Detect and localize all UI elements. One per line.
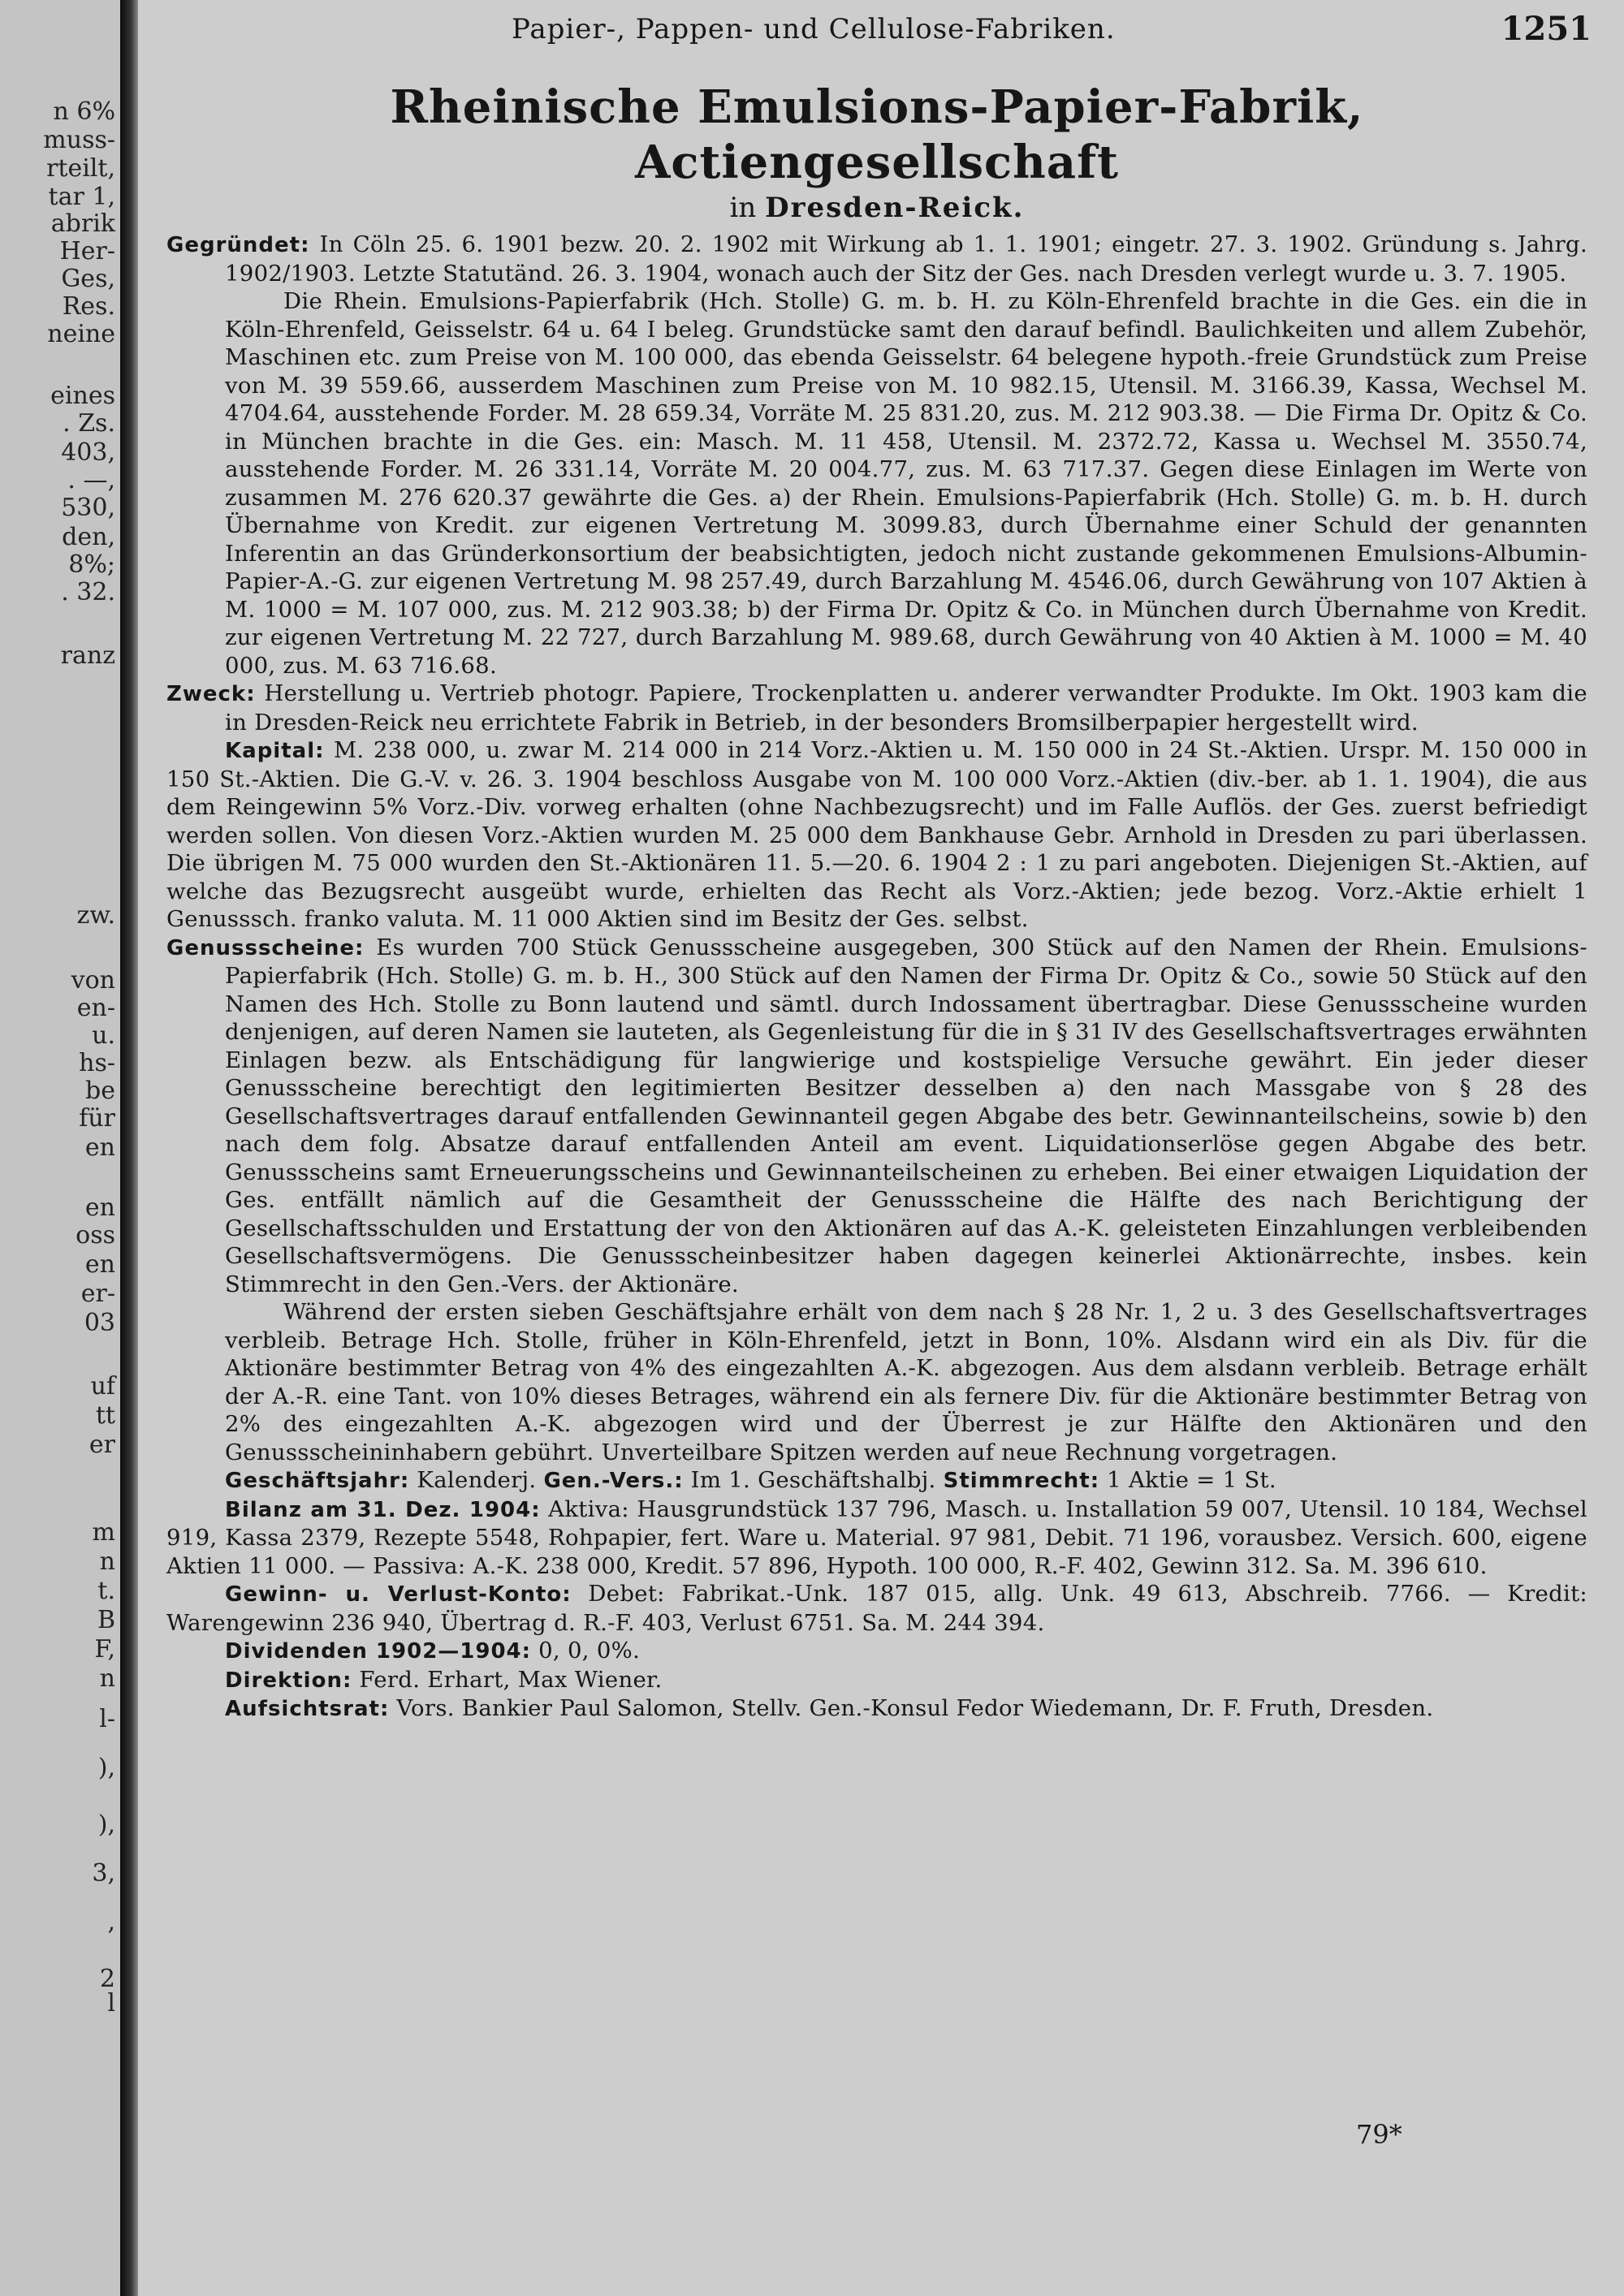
margin-fragment: en-	[76, 994, 115, 1022]
section-text: 0, 0, 0%.	[538, 1638, 641, 1664]
margin-fragment: . 32.	[61, 578, 115, 606]
margin-fragment: en	[84, 1193, 115, 1222]
margin-fragment: für	[79, 1104, 115, 1133]
margin-fragment: u.	[92, 1021, 115, 1050]
section-bilanz	[166, 1495, 1587, 1581]
section-text: Aktiva: Hausgrundstück 137 796, Masch. u. Installation 59 007, Utensil. 10 184, Wechsel 919, Kassa 2379, Rezepte 5548, Rohpapier, fert. Ware u. Material. 97 981, Debit. 71 196, vorausbez. Versich. 600, eigene Aktien 11 000. — Passiva: A.-K. 238 000, Kredit. 57 896, Hypoth. 100 000, R.-F. 402, Gewinn 312. Sa. M. 396 610.	[166, 1495, 1588, 1579]
margin-fragment: Her-	[59, 237, 115, 265]
section-text: M. 238 000, u. zwar M. 214 000 in 214 Vorz.-Aktien u. M. 150 000 in 24 St.-Aktien. Urspr. M. 150 000 in 150 St.-Aktien. Die G.-V. v. 26. 3. 1904 beschloss Ausgabe von M. 100 000 Vorz.-Aktien (div.-ber. ab 1. 1. 1904), die aus dem Reingewinn 5% Vorz.-Div. vorweg erhalten (ohne Nachbezugsrecht) und im Falle Auflös. der Ges. zuerst befriedigt werden sollen. Von diesen Vorz.-Aktien wurden M. 25 000 dem Bankhause Gebr. Arnhold in Dresden zu pari überlassen. Die übrigen M. 75 000 wurden den St.-Aktionären 11. 5.—20. 6. 1904 2 : 1 zu pari angeboten. Diejenigen St.-Aktien, auf welche das Bezugsrecht ausgeübt wurde, erhielten das Recht als Vorz.-Aktien; jede bezog. Vorz.-Aktie erhielt 1 Genusssch. franko valuta. M. 11 000 Aktien sind im Besitz der Ges. selbst.	[166, 737, 1587, 932]
section-gegruendet	[166, 231, 1587, 287]
margin-fragment: rteilt,	[46, 154, 115, 183]
section-label: Gegründet:	[166, 233, 310, 257]
section-text: Vors. Bankier Paul Salomon, Stellv. Gen.-Konsul Fedor Wiedemann, Dr. F. Fruth, Dresden.	[396, 1695, 1434, 1721]
margin-fragment: Res.	[62, 292, 115, 321]
section-label: Kapital:	[225, 739, 325, 763]
section-text: Es wurden 700 Stück Genussscheine ausgegeben, 300 Stück auf den Namen der Rhein. Emulsions-Papierfabrik (Hch. Stolle) G. m. b. H., 300 Stück auf den Namen der Firma Dr. Opitz & Co., sowie 50 Stück auf den Namen des Hch. Stolle zu Bonn lautend und sämtl. durch Indossament übertragbar. Diese Genussscheine wurden denjenigen, auf deren Namen sie lauteten, als Gegenleistung für die in § 31 IV des Gesellschaftsvertrages erwähnten Einlagen bezw. als Entschädigung für langwierige und kostspielige Versuche gewährt. Ein jeder dieser Genussscheine berechtigt den legitimierten Besitzer desselben a) den nach Massgabe von § 28 des Gesellschaftsvertrages darauf entfallenden Gewinnanteil gegen Abgabe des betr. Gewinnanteilscheins, sowie b) den nach dem folg. Absatze darauf entfallenden Anteil am event. Liquidationserlöse gegen Abgabe des betr. Genussscheins samt Erneuerungsscheins und Gewinnanteilscheinen zu erheben. Bei einer etwaigen Liquidation der Ges. entfällt nämlich auf die Gesamtheit der Genussscheine die Hälfte des nach Berichtigung der Gesellschaftsschulden und Erstattung der von den Aktionären auf das A.-K. geleisteten Einzahlungen verbleibenden Gesellschaftsvermögens. Die Genussscheinbesitzer haben dagegen keinerlei Aktionärrechte, insbes. kein Stimmrecht in den Gen.-Vers. der Aktionäre.	[225, 934, 1588, 1297]
section-text: 1 Aktie = 1 St.	[1107, 1467, 1276, 1493]
document-page	[138, 0, 1624, 2296]
margin-fragment: den,	[62, 523, 115, 551]
margin-fragment: 8%;	[68, 550, 115, 579]
margin-fragment: von	[71, 966, 115, 995]
margin-fragment: muss-	[43, 126, 115, 154]
adjacent-page-strip	[0, 0, 120, 2296]
running-title: Papier-, Pappen- und Cellulose-Fabriken.	[512, 13, 1116, 45]
margin-fragment: eines	[50, 382, 115, 410]
section-text: Kalenderj.	[417, 1467, 537, 1493]
margin-fragment: . —,	[67, 466, 115, 494]
section-text: Ferd. Erhart, Max Wiener.	[359, 1666, 663, 1693]
section-label: Bilanz am 31. Dez. 1904:	[225, 1497, 541, 1522]
section-dividenden	[166, 1637, 1587, 1666]
margin-fragment: B	[97, 1606, 115, 1634]
section-text: Debet: Fabrikat.-Unk. 187 015, allg. Unk. 49 613, Abschreib. 7766. — Kredit: Warengewinn 236 940, Übertrag d. R.-F. 403, Verlust 6751. Sa. M. 244 394.	[166, 1581, 1588, 1636]
margin-fragment: 03	[84, 1309, 115, 1337]
section-direktion	[166, 1666, 1587, 1695]
margin-fragment: en	[84, 1133, 115, 1162]
signature-mark: 79*	[1356, 2119, 1402, 2150]
margin-fragment: F,	[94, 1635, 115, 1664]
section-label: Stimmrecht:	[943, 1469, 1100, 1493]
page-binding	[120, 0, 138, 2296]
margin-fragment: Ges,	[61, 265, 115, 293]
section-label: Genussscheine:	[166, 935, 365, 960]
margin-fragment: l	[107, 1989, 115, 2018]
margin-fragment: n 6%	[53, 97, 115, 126]
company-title: Rheinische Emulsions-Papier-Fabrik, Actiengesellschaft	[390, 80, 1364, 189]
margin-fragment: en	[84, 1250, 115, 1279]
section-label: Geschäftsjahr:	[225, 1469, 410, 1493]
margin-fragment: uf	[90, 1372, 115, 1400]
section-geschaeftsjahr	[166, 1466, 1587, 1495]
section-label: Zweck:	[166, 682, 256, 706]
margin-fragment: 3,	[92, 1859, 115, 1888]
gegruendet-paragraph: Die Rhein. Emulsions-Papierfabrik (Hch. Stolle) G. m. b. H. zu Köln-Ehrenfeld brachte in die Ges. ein die in Köln-Ehrenfeld, Geisselstr. 64 u. 64 I beleg. Grundstücke samt den darauf befindl. Baulichkeiten und allem Zubehör, Maschinen etc. zum Preise von M. 100 000, das ebenda Geisselstr. 64 belegene hypoth.-freie Grundstück zum Preise von M. 39 559.66, ausserdem Maschinen zum Preise von M. 10 982.15, Utensil. M. 3166.39, Kassa, Wechsel M. 4704.64, ausstehende Forder. M. 28 659.34, Vorräte M. 25 831.20, zus. M. 212 903.38. — Die Firma Dr. Opitz & Co. in München brachte in die Ges. ein: Masch. M. 11 458, Utensil. M. 2372.72, Kassa u. Wechsel M. 3550.74, ausstehende Forder. M. 26 331.14, Vorräte M. 20 004.77, zus. M. 63 717.37. Gegen diese Einlagen im Werte von zusammen M. 276 620.37 gewährte die Ges. a) der Rhein. Emulsions-Papierfabrik (Hch. Stolle) G. m. b. H. durch Übernahme von Kredit. zur eigenen Vertretung M. 3099.83, durch Übernahme einer Schuld der genannten Inferentin an das Gründerkonsortium der beabsichtigten, jedoch nicht zustande gekommenen Emulsions-Albumin-Papier-A.-G. zur eigenen Vertretung M. 98 257.49, durch Barzahlung M. 4546.06, durch Gewährung von 107 Aktien à M. 1000 = M. 107 000, zus. M. 212 903.38; b) der Firma Dr. Opitz & Co. in München durch Übernahme von Kredit. zur eigenen Vertretung M. 22 727, durch Barzahlung M. 989.68, durch Gewährung von 40 Aktien à M. 1000 = M. 40 000, zus. M. 63 716.68.	[225, 288, 1587, 679]
section-label: Dividenden 1902—1904:	[225, 1639, 532, 1664]
section-label: Aufsichtsrat:	[225, 1697, 390, 1721]
margin-fragment: m	[92, 1518, 115, 1547]
section-zweck	[166, 680, 1587, 736]
section-label: Direktion:	[225, 1668, 352, 1693]
section-text: In Cöln 25. 6. 1901 bezw. 20. 2. 1902 mit Wirkung ab 1. 1. 1901; eingetr. 27. 3. 1902. Gründung s. Jahrg. 1902/1903. Letzte Statutänd. 26. 3. 1904, wonach auch der Sitz der Ges. nach Dresden verlegt wurde u. 3. 7. 1905.	[225, 231, 1588, 287]
margin-fragment: 2	[99, 1965, 115, 1993]
margin-fragment: neine	[47, 320, 115, 348]
section-label: Gewinn- u. Verlust-Konto:	[225, 1582, 572, 1607]
section-text: Im 1. Geschäftshalbj.	[690, 1467, 936, 1493]
margin-fragment: zw.	[76, 901, 115, 930]
section-genussscheine	[166, 934, 1587, 1299]
genussscheine-paragraph: Während der ersten sieben Geschäftsjahre erhält von dem nach § 28 Nr. 1, 2 u. 3 des Gesellschaftsvertrages verbleib. Betrage Hch. Stolle, früher in Köln-Ehrenfeld, jetzt in Bonn, 10%. Alsdann wird ein als Div. für die Aktionäre bestimmter Betrag von 4% des eingezahlten A.-K. abgezogen. Aus dem alsdann verbleib. Betrage erhält der A.-R. eine Tant. von 10% dieses Betrages, während ein als fernere Div. für die Aktionäre bestimmter Betrag von 2% des eingezahlten A.-K. abgezogen wird und der Überrest je zur Hälfte den Aktionären und den Genussscheininhabern gebührt. Unverteilbare Spitzen werden auf neue Rechnung vorgetragen.	[225, 1299, 1587, 1465]
page-number: 1251	[1501, 10, 1592, 48]
margin-fragment: ,	[107, 1908, 115, 1936]
section-label: Gen.-Vers.:	[543, 1469, 684, 1493]
margin-fragment: oss	[76, 1221, 115, 1249]
section-gewinn	[166, 1580, 1587, 1637]
margin-fragment: 530,	[61, 494, 115, 522]
margin-fragment: ),	[97, 1754, 115, 1782]
margin-fragment: . Zs.	[63, 409, 115, 438]
margin-fragment: l-	[99, 1705, 115, 1733]
section-aufsichtsrat	[166, 1694, 1587, 1724]
margin-fragment: n	[99, 1547, 115, 1576]
margin-fragment: abrik	[50, 209, 115, 238]
margin-fragment: 403,	[61, 438, 115, 467]
margin-fragment: er	[89, 1431, 115, 1459]
margin-fragment: n	[99, 1664, 115, 1693]
location-prefix: in	[729, 192, 757, 224]
margin-fragment: ),	[97, 1810, 115, 1839]
margin-fragment: ranz	[60, 641, 115, 670]
margin-fragment: er-	[80, 1280, 115, 1308]
margin-fragment: t.	[97, 1577, 115, 1605]
margin-fragment: tt	[95, 1401, 115, 1430]
location-city: Dresden-Reick.	[765, 192, 1025, 224]
company-entry	[166, 80, 1587, 1724]
section-kapital	[166, 736, 1587, 934]
margin-fragment: hs-	[79, 1049, 115, 1077]
margin-fragment: tar 1,	[48, 183, 115, 211]
company-location	[166, 190, 1587, 226]
margin-fragment: be	[85, 1077, 115, 1105]
section-text: Herstellung u. Vertrieb photogr. Papiere, Trockenplatten u. anderer verwandter Produkte. Im Okt. 1903 kam die in Dresden-Reick neu errichtete Fabrik in Betrieb, in der besonders Bromsilberpapier hergestellt wird.	[225, 680, 1587, 736]
